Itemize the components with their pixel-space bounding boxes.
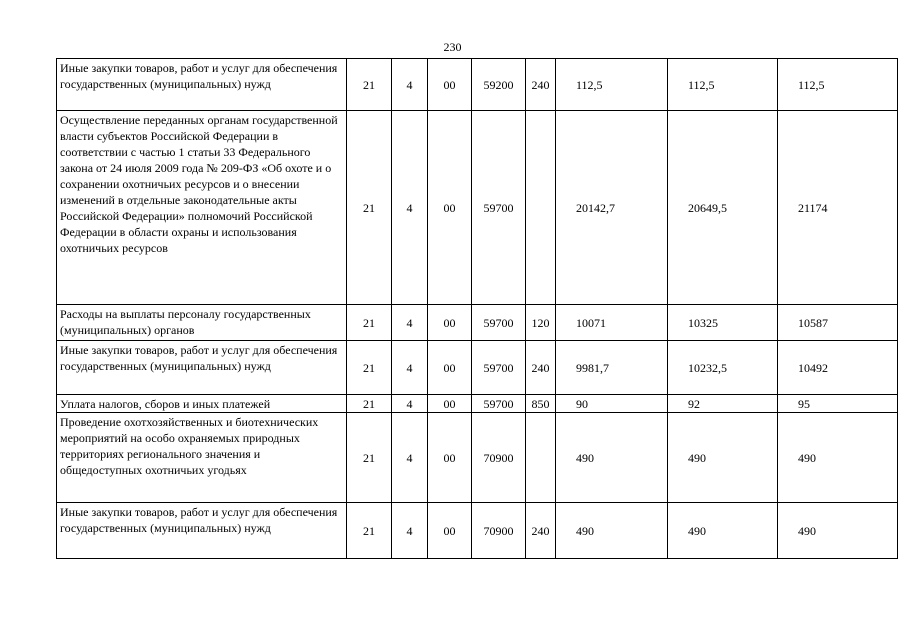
- cell-code-2: 4: [392, 503, 428, 559]
- cell-code-3: 00: [428, 305, 472, 341]
- table-row: [57, 341, 898, 395]
- cell-code-5: 850: [526, 395, 556, 413]
- cell-code-4: 70900: [472, 503, 526, 559]
- cell-sum-1: 10071: [556, 305, 668, 341]
- cell-code-4: 59700: [472, 395, 526, 413]
- page-number: 230: [443, 40, 462, 54]
- table-row: [57, 503, 898, 559]
- cell-code-5: 240: [526, 503, 556, 559]
- cell-sum-3: 490: [778, 413, 898, 503]
- cell-code-3: 00: [428, 111, 472, 305]
- cell-code-2: 4: [392, 413, 428, 503]
- cell-sum-2: 490: [668, 413, 778, 503]
- table-row: [57, 305, 898, 341]
- table-row: [57, 395, 898, 413]
- cell-code-4: 59200: [472, 59, 526, 111]
- cell-sum-1: 9981,7: [556, 341, 668, 395]
- cell-code-3: 00: [428, 395, 472, 413]
- row-name: Расходы на выплаты персоналу государственных (муниципальных) органов: [57, 305, 347, 341]
- cell-code-2: 4: [392, 341, 428, 395]
- budget-table: [56, 58, 898, 559]
- row-name: Иные закупки товаров, работ и услуг для обеспечения государственных (муниципальных) нужд: [57, 59, 347, 111]
- row-name: Иные закупки товаров, работ и услуг для обеспечения государственных (муниципальных) нужд: [57, 341, 347, 395]
- cell-code-1: 21: [347, 503, 392, 559]
- cell-code-4: 59700: [472, 341, 526, 395]
- cell-code-5: [526, 413, 556, 503]
- cell-code-4: 59700: [472, 111, 526, 305]
- table-row: [57, 413, 898, 503]
- table-row: [57, 111, 898, 305]
- cell-sum-1: 112,5: [556, 59, 668, 111]
- cell-code-4: 59700: [472, 305, 526, 341]
- cell-sum-1: 20142,7: [556, 111, 668, 305]
- cell-sum-2: 10232,5: [668, 341, 778, 395]
- row-name: Проведение охотхозяйственных и биотехнических мероприятий на особо охраняемых природных территориях регионального значения и общедоступных охотничьих угодьях: [57, 413, 347, 503]
- cell-code-3: 00: [428, 503, 472, 559]
- cell-code-3: 00: [428, 59, 472, 111]
- cell-code-5: 240: [526, 341, 556, 395]
- cell-sum-3: 112,5: [778, 59, 898, 111]
- cell-sum-3: 21174: [778, 111, 898, 305]
- cell-code-1: 21: [347, 59, 392, 111]
- cell-code-1: 21: [347, 305, 392, 341]
- cell-code-2: 4: [392, 111, 428, 305]
- cell-code-2: 4: [392, 305, 428, 341]
- cell-code-2: 4: [392, 395, 428, 413]
- cell-sum-3: 10492: [778, 341, 898, 395]
- row-name: Осуществление переданных органам государственной власти субъектов Российской Федерации в соответствии с частью 1 статьи 33 Федерального закона от 24 июля 2009 года № 209-ФЗ «Об охоте и о сохранении охотничьих ресурсов и о внесении изменений в отдельные законодательные акты Российской Федерации» полномочий Российской Федерации в области охраны и использования охотничьих ресурсов: [57, 111, 347, 305]
- cell-code-1: 21: [347, 395, 392, 413]
- cell-sum-2: 20649,5: [668, 111, 778, 305]
- cell-code-1: 21: [347, 413, 392, 503]
- row-name: Уплата налогов, сборов и иных платежей: [57, 395, 347, 413]
- cell-sum-2: 490: [668, 503, 778, 559]
- cell-sum-2: 10325: [668, 305, 778, 341]
- cell-code-3: 00: [428, 341, 472, 395]
- cell-sum-2: 112,5: [668, 59, 778, 111]
- cell-sum-1: 490: [556, 503, 668, 559]
- cell-sum-3: 95: [778, 395, 898, 413]
- cell-sum-1: 490: [556, 413, 668, 503]
- cell-code-1: 21: [347, 111, 392, 305]
- cell-sum-3: 490: [778, 503, 898, 559]
- cell-code-4: 70900: [472, 413, 526, 503]
- cell-code-3: 00: [428, 413, 472, 503]
- cell-sum-3: 10587: [778, 305, 898, 341]
- cell-code-1: 21: [347, 341, 392, 395]
- cell-code-5: 240: [526, 59, 556, 111]
- cell-sum-1: 90: [556, 395, 668, 413]
- cell-code-5: 120: [526, 305, 556, 341]
- table-row: [57, 59, 898, 111]
- cell-code-5: [526, 111, 556, 305]
- cell-sum-2: 92: [668, 395, 778, 413]
- row-name: Иные закупки товаров, работ и услуг для обеспечения государственных (муниципальных) нужд: [57, 503, 347, 559]
- cell-code-2: 4: [392, 59, 428, 111]
